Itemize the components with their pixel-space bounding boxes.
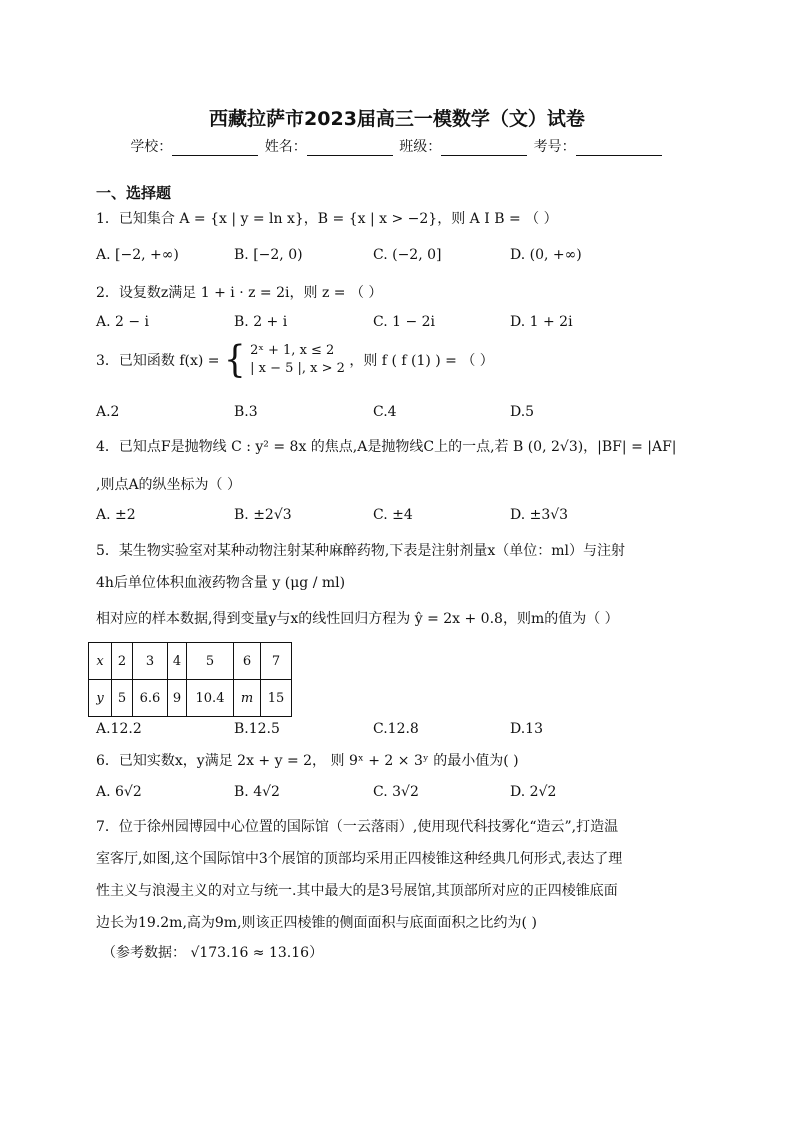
option-d[interactable]: D. 1 + 2i bbox=[510, 314, 573, 330]
piecewise-cases bbox=[250, 342, 345, 378]
section-heading: 一、选择题 bbox=[96, 184, 172, 202]
option-c[interactable]: C.4 bbox=[373, 404, 397, 420]
table-cell: 10.4 bbox=[187, 680, 234, 717]
option-b[interactable]: B. 2 + i bbox=[234, 314, 288, 330]
option-b[interactable]: B.3 bbox=[234, 404, 258, 420]
option-b[interactable]: B.12.5 bbox=[234, 721, 280, 737]
class-field[interactable] bbox=[441, 141, 527, 156]
table-cell: 5 bbox=[187, 643, 234, 680]
question-5-line-1: 5．某生物实验室对某种动物注射某种麻醉药物,下表是注射剂量x（单位：ml）与注射 bbox=[96, 543, 626, 559]
name-field[interactable] bbox=[307, 141, 393, 156]
table-cell: 2 bbox=[112, 643, 133, 680]
class-label: 班级： bbox=[399, 139, 442, 155]
page-title: 西藏拉萨市2023届高三一模数学（文）试卷 bbox=[209, 108, 585, 130]
question-1-stem: 1．已知集合 A = {x | y = ln x}，B = {x | x > −2}，则 A I B = （ ） bbox=[96, 211, 558, 227]
option-b[interactable]: B. [−2, 0) bbox=[234, 247, 303, 263]
option-a[interactable]: A. 6√2 bbox=[96, 784, 142, 800]
table-row-y bbox=[89, 680, 292, 717]
student-info-line bbox=[0, 136, 794, 156]
table-cell: 4 bbox=[168, 643, 187, 680]
school-label: 学校： bbox=[130, 139, 173, 155]
question-3-stem bbox=[96, 338, 494, 386]
question-1-options bbox=[96, 247, 696, 267]
piece-case-1: 2ˣ + 1, x ≤ 2 bbox=[250, 343, 335, 358]
option-c[interactable]: C. ±4 bbox=[373, 507, 413, 523]
option-b[interactable]: B. 4√2 bbox=[234, 784, 280, 800]
question-2-options bbox=[96, 314, 696, 334]
sample-data-table bbox=[88, 642, 292, 717]
question-5-line-2: 4h后单位体积血液药物含量 y (μg / ml) bbox=[96, 575, 346, 591]
name-label: 姓名： bbox=[264, 139, 307, 155]
q3-suffix: ，则 f ( f (1) ) = （ ） bbox=[349, 353, 494, 369]
question-7-line-2: 室客厅,如图,这个国际馆中3个展馆的顶部均采用正四棱锥这种经典几何形式,表达了理 bbox=[96, 851, 623, 867]
question-7-reference: （参考数据： √173.16 ≈ 13.16） bbox=[102, 945, 324, 961]
option-a[interactable]: A. [−2, +∞) bbox=[96, 247, 179, 263]
table-cell: 7 bbox=[261, 643, 292, 680]
exam-number-field[interactable] bbox=[576, 141, 662, 156]
option-a[interactable]: A. ±2 bbox=[96, 507, 136, 523]
option-b[interactable]: B. ±2√3 bbox=[234, 507, 292, 523]
option-d[interactable]: D. ±3√3 bbox=[510, 507, 569, 523]
question-7-line-1: 7．位于徐州园博园中心位置的国际馆（一云落雨）,使用现代科技雾化“造云”,打造温 bbox=[96, 819, 619, 835]
option-d[interactable]: D. (0, +∞) bbox=[510, 247, 582, 263]
option-d[interactable]: D. 2√2 bbox=[510, 784, 557, 800]
option-a[interactable]: A.12.2 bbox=[96, 721, 142, 737]
piece-case-2: | x − 5 |, x > 2 bbox=[250, 361, 345, 376]
question-5-options bbox=[96, 721, 696, 741]
question-4-options bbox=[96, 507, 696, 527]
option-c[interactable]: C. 1 − 2i bbox=[373, 314, 436, 330]
brace-glyph: { bbox=[224, 338, 246, 382]
option-d[interactable]: D.13 bbox=[510, 721, 543, 737]
question-3-options bbox=[96, 404, 696, 424]
question-2-stem: 2．设复数z满足 1 + i · z = 2i，则 z = （ ） bbox=[96, 285, 383, 301]
table-cell: 9 bbox=[168, 680, 187, 717]
q3-prefix: 3．已知函数 f(x) = bbox=[96, 353, 220, 369]
table-row-x bbox=[89, 643, 292, 680]
question-4-stem-line-1: 4．已知点F是抛物线 C : y² = 8x 的焦点,A是抛物线C上的一点,若 B (0, 2√3)，|BF| = |AF| bbox=[96, 439, 677, 455]
question-7-line-4: 边长为19.2m,高为9m,则该正四棱锥的侧面面积与底面面积之比约为( ) bbox=[96, 915, 537, 931]
option-a[interactable]: A. 2 − i bbox=[96, 314, 150, 330]
option-d[interactable]: D.5 bbox=[510, 404, 535, 420]
school-field[interactable] bbox=[172, 141, 258, 156]
question-7-line-3: 性主义与浪漫主义的对立与统一.其中最大的是3号展馆,其顶部所对应的正四棱锥底面 bbox=[96, 883, 618, 899]
question-4-stem-line-2: ,则点A的纵坐标为（ ） bbox=[96, 477, 242, 493]
table-cell: 15 bbox=[261, 680, 292, 717]
option-c[interactable]: C.12.8 bbox=[373, 721, 419, 737]
option-c[interactable]: C. (−2, 0] bbox=[373, 247, 442, 263]
table-cell: 5 bbox=[112, 680, 133, 717]
table-cell: 6.6 bbox=[133, 680, 168, 717]
exam-number-label: 考号： bbox=[533, 139, 576, 155]
table-cell: x bbox=[89, 643, 112, 680]
table-cell: 3 bbox=[133, 643, 168, 680]
table-cell: m bbox=[234, 680, 261, 717]
question-5-line-3: 相对应的样本数据,得到变量y与x的线性回归方程为 ŷ = 2x + 0.8，则m的值为（ ） bbox=[96, 611, 619, 627]
option-a[interactable]: A.2 bbox=[96, 404, 120, 420]
question-6-stem: 6．已知实数x，y满足 2x + y = 2， 则 9ˣ + 2 × 3ʸ 的最小值为( ) bbox=[96, 753, 519, 769]
table-cell: 6 bbox=[234, 643, 261, 680]
question-6-options bbox=[96, 784, 696, 804]
table-cell: y bbox=[89, 680, 112, 717]
option-c[interactable]: C. 3√2 bbox=[373, 784, 419, 800]
